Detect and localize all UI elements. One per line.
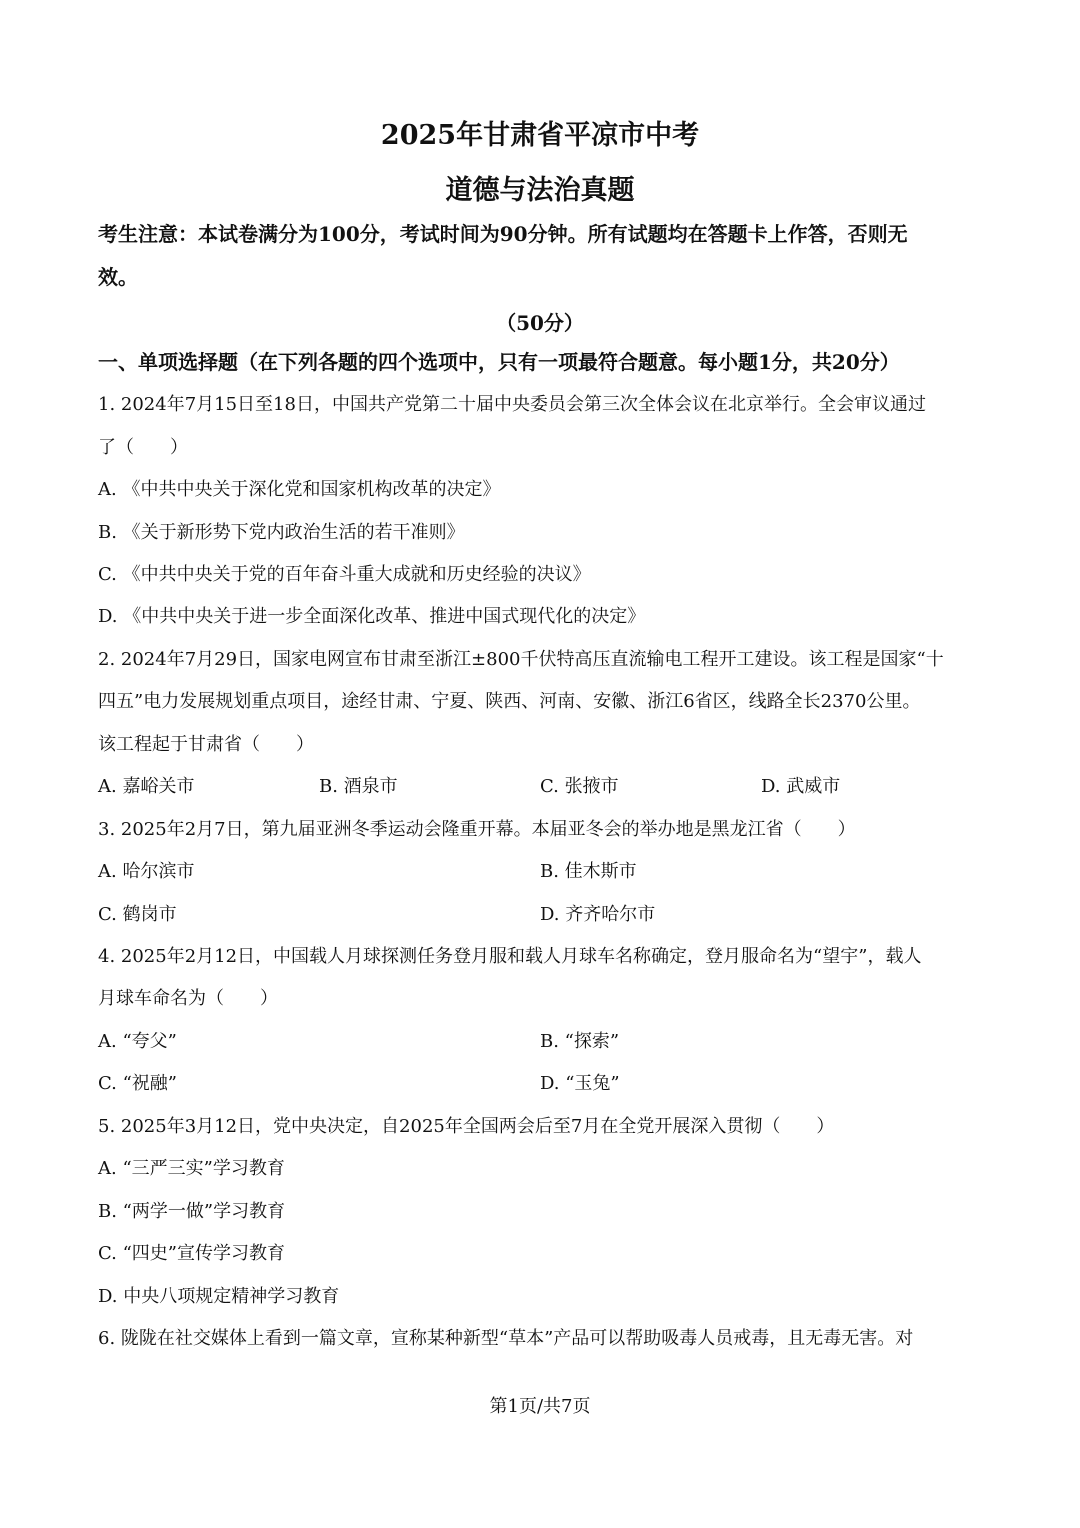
question-5-option-c: C. “四史”宣传学习教育 [98, 1243, 285, 1264]
section-heading: 一、单项选择题（在下列各题的四个选项中，只有一项最符合题意。每小题1分，共20分） [98, 350, 900, 374]
notice-line-1: 考生注意：本试卷满分为100分，考试时间为90分钟。所有试题均在答题卡上作答，否则无 [98, 222, 908, 246]
question-5-option-b: B. “两学一做”学习教育 [98, 1201, 286, 1222]
question-4-line-2: 月球车命名为（ ） [98, 988, 278, 1009]
question-5-option-a: A. “三严三实”学习教育 [98, 1158, 285, 1179]
page-footer: 第1页/共7页 [489, 1396, 591, 1417]
part-score: （50分） [496, 311, 584, 335]
question-1-line-2: 了（ ） [98, 437, 188, 458]
question-6-line-1: 6. 陇陇在社交媒体上看到一篇文章，宣称某种新型“草本”产品可以帮助吸毒人员戒毒，且无毒无害。对 [98, 1328, 914, 1349]
question-4-option-d: D. “玉兔” [540, 1073, 620, 1094]
question-5-line-1: 5. 2025年3月12日，党中央决定，自2025年全国两会后至7月在全党开展深入贯彻（ ） [98, 1116, 835, 1137]
question-2-line-1: 2. 2024年7月29日，国家电网宣布甘肃至浙江±800千伏特高压直流输电工程开工建设。该工程是国家“十 [98, 649, 944, 670]
question-3-option-b: B. 佳木斯市 [540, 861, 637, 882]
page-title: 2025年甘肃省平凉市中考 [380, 120, 700, 151]
notice-line-2: 效。 [98, 265, 138, 289]
question-5-option-d: D. 中央八项规定精神学习教育 [98, 1286, 340, 1307]
question-2-line-3: 该工程起于甘肃省（ ） [98, 734, 314, 755]
question-3-option-a: A. 哈尔滨市 [98, 861, 195, 882]
question-3-option-c: C. 鹤岗市 [98, 904, 177, 925]
question-2-line-2: 四五”电力发展规划重点项目，途经甘肃、宁夏、陕西、河南、安徽、浙江6省区，线路全长2370公里。 [98, 691, 921, 712]
question-2-option-d: D. 武威市 [761, 776, 841, 797]
question-3-line-1: 3. 2025年2月7日，第九届亚洲冬季运动会隆重开幕。本届亚冬会的举办地是黑龙江省（ ） [98, 819, 856, 840]
question-2-option-c: C. 张掖市 [540, 776, 619, 797]
question-2-option-a: A. 嘉峪关市 [98, 776, 195, 797]
question-1-option-d: D. 《中共中央关于进一步全面深化改革、推进中国式现代化的决定》 [98, 606, 646, 627]
question-4-line-1: 4. 2025年2月12日，中国载人月球探测任务登月服和载人月球车名称确定，登月服命名为“望宇”，载人 [98, 946, 922, 967]
question-3-option-d: D. 齐齐哈尔市 [540, 904, 656, 925]
question-1-option-b: B. 《关于新形势下党内政治生活的若干准则》 [98, 522, 465, 543]
question-2-option-b: B. 酒泉市 [319, 776, 398, 797]
question-4-option-c: C. “祝融” [98, 1073, 177, 1094]
question-1-option-c: C. 《中共中央关于党的百年奋斗重大成就和历史经验的决议》 [98, 564, 591, 585]
page-subtitle: 道德与法治真题 [445, 175, 635, 206]
question-4-option-b: B. “探索” [540, 1031, 620, 1052]
question-1-option-a: A. 《中共中央关于深化党和国家机构改革的决定》 [98, 479, 501, 500]
question-1-line-1: 1. 2024年7月15日至18日，中国共产党第二十届中央委员会第三次全体会议在北京举行。全会审议通过 [98, 394, 926, 415]
question-4-option-a: A. “夸父” [98, 1031, 177, 1052]
